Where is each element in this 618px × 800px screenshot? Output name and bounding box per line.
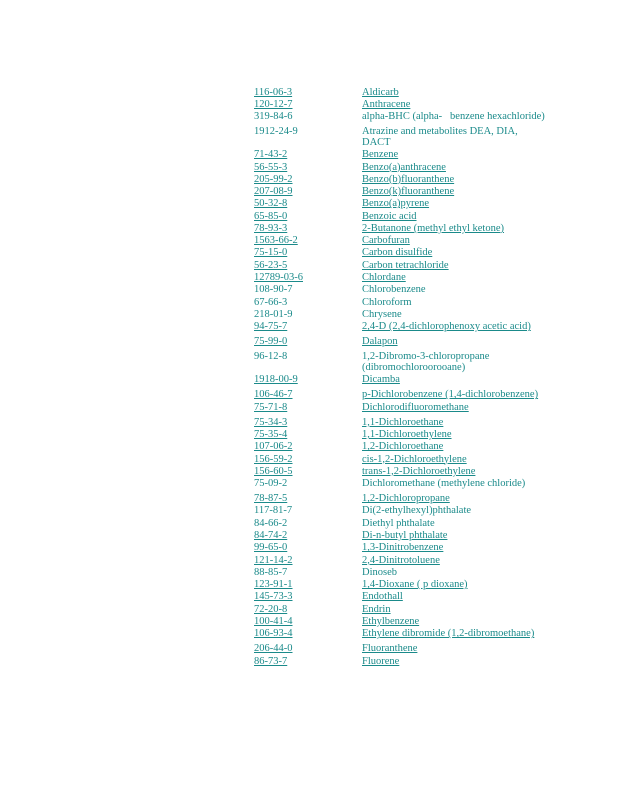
cas-number-cell <box>254 556 362 567</box>
cas-number-cell <box>254 273 362 284</box>
chemical-row <box>254 198 574 210</box>
cas-number: 96-12-8 <box>254 351 288 363</box>
cas-number-cell <box>254 352 362 363</box>
chemical-name: Diethyl phthalate <box>362 517 435 529</box>
chemical-row <box>254 333 574 348</box>
chemical-name-cell <box>362 322 548 333</box>
chemical-row <box>254 386 574 401</box>
cas-number-cell <box>254 248 362 259</box>
chemical-name-cell <box>362 337 548 348</box>
chemical-name-link[interactable]: 2-Butanone (methyl ethyl ketone) <box>362 222 505 234</box>
chemical-name-cell <box>362 248 548 259</box>
chemical-name-cell <box>362 224 548 235</box>
chemical-name-link[interactable]: 1,2-Dichloroethane <box>362 441 444 453</box>
chemical-name-cell <box>362 390 548 401</box>
cas-number-cell <box>254 390 362 401</box>
chemical-name-cell <box>362 519 548 530</box>
cas-number: 75-09-2 <box>254 478 288 490</box>
chemical-row <box>254 348 574 374</box>
chemical-name-cell <box>362 100 548 111</box>
cas-number-link[interactable]: 121-14-2 <box>254 554 293 566</box>
cas-number-cell <box>254 212 362 223</box>
cas-number-link[interactable]: 107-06-2 <box>254 441 293 453</box>
cas-number-link[interactable]: 50-32-8 <box>254 198 288 210</box>
chemical-row <box>254 185 574 197</box>
chemical-name-cell <box>362 112 548 123</box>
chemical-name-link[interactable]: p-Dichlorobenzene (1,4-dichlorobenzene) <box>362 389 539 401</box>
chemical-name-cell <box>362 352 548 373</box>
cas-number-cell <box>254 657 362 668</box>
chemical-row <box>254 517 574 529</box>
chemical-row <box>254 210 574 222</box>
cas-number-cell <box>254 430 362 441</box>
cas-number-cell <box>254 403 362 414</box>
cas-number-cell <box>254 337 362 348</box>
chemical-row <box>254 465 574 477</box>
chemical-name-cell <box>362 629 548 640</box>
chemical-row <box>254 566 574 578</box>
chemical-name-link[interactable]: 1,2-Dichloropropane <box>362 493 450 505</box>
chemical-row <box>254 149 574 161</box>
chemical-row <box>254 477 574 489</box>
chemical-row <box>254 235 574 247</box>
cas-number-link[interactable]: 145-73-3 <box>254 591 293 603</box>
chemical-name-link[interactable]: Carbon tetrachloride <box>362 259 449 271</box>
chemical-row <box>254 453 574 465</box>
cas-number-link[interactable]: 75-15-0 <box>254 247 288 259</box>
chemical-name-link[interactable]: Carbofuran <box>362 235 410 247</box>
chemical-row <box>254 374 574 386</box>
chemical-name-cell <box>362 479 548 490</box>
chemical-name: Chlorobenzene <box>362 284 426 296</box>
chemical-name-link[interactable]: Chlordane <box>362 272 406 284</box>
cas-number-cell <box>254 605 362 616</box>
cas-number-link[interactable]: 116-06-3 <box>254 86 293 98</box>
chemical-name-link[interactable]: Dalapon <box>362 336 398 348</box>
chemical-name-cell <box>362 494 548 505</box>
cas-number-link[interactable]: 156-59-2 <box>254 453 293 465</box>
chemical-name-cell <box>362 199 548 210</box>
chemical-row <box>254 554 574 566</box>
chemical-name-cell <box>362 467 548 478</box>
cas-number-cell <box>254 298 362 309</box>
chemical-name-cell <box>362 150 548 161</box>
chemical-name: Chrysene <box>362 308 402 320</box>
cas-number: 88-85-7 <box>254 566 288 578</box>
cas-number-cell <box>254 442 362 453</box>
chemical-row <box>254 490 574 505</box>
cas-number-cell <box>254 261 362 272</box>
chemical-name-link[interactable]: Anthracene <box>362 98 411 110</box>
chemical-name-link[interactable]: Dicamba <box>362 374 400 386</box>
chemical-name-cell <box>362 375 548 386</box>
cas-number-cell <box>254 592 362 603</box>
chemical-list <box>254 86 574 667</box>
chemical-name-link[interactable]: Carbon disulfide <box>362 247 433 259</box>
chemical-row <box>254 284 574 296</box>
chemical-row <box>254 320 574 332</box>
cas-number-cell <box>254 175 362 186</box>
chemical-name-cell <box>362 442 548 453</box>
chemical-name-link[interactable]: 2,4-Dinitrotoluene <box>362 554 440 566</box>
chemical-row <box>254 591 574 603</box>
cas-number-cell <box>254 644 362 655</box>
cas-number: 1912-24-9 <box>254 126 298 138</box>
cas-number-cell <box>254 506 362 517</box>
cas-number-cell <box>254 88 362 99</box>
chemical-row <box>254 111 574 123</box>
cas-number-link[interactable]: 206-44-0 <box>254 643 293 655</box>
cas-number-cell <box>254 418 362 429</box>
cas-number-link[interactable]: 56-23-5 <box>254 259 288 271</box>
cas-number-cell <box>254 580 362 591</box>
chemical-row <box>254 222 574 234</box>
cas-number-link[interactable]: 71-43-2 <box>254 149 288 161</box>
chemical-name-cell <box>362 163 548 174</box>
cas-number-link[interactable]: 120-12-7 <box>254 98 293 110</box>
chemical-name-link[interactable]: Di-n-butyl phthalate <box>362 530 448 542</box>
chemical-name-cell <box>362 403 548 414</box>
chemical-row <box>254 413 574 428</box>
cas-number-link[interactable]: 106-46-7 <box>254 389 293 401</box>
chemical-name-cell <box>362 506 548 517</box>
cas-number: 218-01-9 <box>254 308 293 320</box>
chemical-row <box>254 441 574 453</box>
chemical-name-link[interactable]: 1,3-Dinitrobenzene <box>362 542 444 554</box>
chemical-name-link[interactable]: 1,4-Dioxane ( p dioxane) <box>362 579 468 591</box>
cas-number: 319-84-6 <box>254 111 293 123</box>
chemical-row <box>254 247 574 259</box>
cas-number-cell <box>254 199 362 210</box>
chemical-name-link[interactable]: Aldicarb <box>362 86 399 98</box>
cas-number-link[interactable]: 65-85-0 <box>254 210 288 222</box>
cas-number: 108-90-7 <box>254 284 293 296</box>
cas-number-link[interactable]: 86-73-7 <box>254 655 288 667</box>
cas-number: 84-66-2 <box>254 517 288 529</box>
chemical-row <box>254 271 574 283</box>
cas-number-link[interactable]: 106-93-4 <box>254 628 293 640</box>
cas-number-cell <box>254 163 362 174</box>
chemical-name-cell <box>362 617 548 628</box>
cas-number-link[interactable]: 78-87-5 <box>254 493 288 505</box>
chemical-name: Atrazine and metabolites DEA, DIA, DACT <box>362 126 521 148</box>
cas-number-cell <box>254 629 362 640</box>
chemical-name: Chloroform <box>362 296 412 308</box>
cas-number-cell <box>254 187 362 198</box>
cas-number-cell <box>254 285 362 296</box>
chemical-name: Dichloromethane (methylene chloride) <box>362 478 526 490</box>
cas-number-link[interactable]: 123-91-1 <box>254 579 293 591</box>
cas-number-link[interactable]: 84-74-2 <box>254 530 288 542</box>
chemical-name-cell <box>362 187 548 198</box>
cas-number-cell <box>254 467 362 478</box>
chemical-name-link[interactable]: Benzo(k)fluoranthene <box>362 186 455 198</box>
chemical-name-cell <box>362 455 548 466</box>
cas-number-cell <box>254 543 362 554</box>
chemical-row <box>254 401 574 413</box>
chemical-name-cell <box>362 273 548 284</box>
chemical-name-cell <box>362 298 548 309</box>
cas-number-link[interactable]: 75-71-8 <box>254 401 288 413</box>
cas-number-link[interactable]: 94-75-7 <box>254 321 288 333</box>
chemical-name-cell <box>362 580 548 591</box>
cas-number-cell <box>254 310 362 321</box>
chemical-row <box>254 98 574 110</box>
cas-number-cell <box>254 322 362 333</box>
chemical-name-link[interactable]: Fluoranthene <box>362 643 418 655</box>
chemical-name-cell <box>362 568 548 579</box>
chemical-row <box>254 655 574 667</box>
cas-number-cell <box>254 150 362 161</box>
chemical-row <box>254 123 574 149</box>
chemical-row <box>254 603 574 615</box>
chemical-name-cell <box>362 212 548 223</box>
chemical-name-cell <box>362 592 548 603</box>
chemical-row <box>254 615 574 627</box>
chemical-row <box>254 259 574 271</box>
chemical-row <box>254 529 574 541</box>
chemical-name: Dinoseb <box>362 566 397 578</box>
cas-number-cell <box>254 375 362 386</box>
cas-number-cell <box>254 531 362 542</box>
cas-number-cell <box>254 568 362 579</box>
cas-number-cell <box>254 479 362 490</box>
chemical-name-link[interactable]: Ethylene dibromide (1,2-dibromoethane) <box>362 628 535 640</box>
chemical-row <box>254 86 574 98</box>
chemical-name-link[interactable]: 1,1-Dichloroethylene <box>362 428 452 440</box>
chemical-name-link[interactable]: Ethylbenzene <box>362 616 420 627</box>
chemical-name-cell <box>362 644 548 655</box>
cas-number-cell <box>254 100 362 111</box>
cas-number-link[interactable]: 78-93-3 <box>254 222 288 234</box>
cas-number-cell <box>254 236 362 247</box>
chemical-name-link[interactable]: 2,4-D (2,4-dichlorophenoxy acetic acid) <box>362 321 531 333</box>
chemical-name: alpha-BHC (alpha- benzene hexachloride) <box>362 111 545 123</box>
chemical-row <box>254 578 574 590</box>
chemical-name-cell <box>362 236 548 247</box>
chemical-name-link[interactable]: Fluorene <box>362 655 400 667</box>
chemical-name-cell <box>362 175 548 186</box>
cas-number-link[interactable]: 72-20-8 <box>254 603 288 615</box>
cas-number-cell <box>254 112 362 123</box>
chemical-name: 1,2-Dibromo-3-chloropropane (dibromochloroorooane) <box>362 351 493 373</box>
cas-number: 67-66-3 <box>254 296 288 308</box>
cas-number-cell <box>254 455 362 466</box>
chemical-name-cell <box>362 556 548 567</box>
chemical-row <box>254 173 574 185</box>
chemical-name-cell <box>362 657 548 668</box>
chemical-row <box>254 640 574 655</box>
chemical-row <box>254 308 574 320</box>
chemical-row <box>254 428 574 440</box>
chemical-name-cell <box>362 543 548 554</box>
chemical-name-cell <box>362 310 548 321</box>
chemical-name-link[interactable]: Benzo(a)pyrene <box>362 198 430 210</box>
chemical-row <box>254 505 574 517</box>
chemical-name: Di(2-ethylhexyl)phthalate <box>362 505 472 517</box>
chemical-name-cell <box>362 127 548 148</box>
chemical-row <box>254 161 574 173</box>
cas-number-link[interactable]: 207-08-9 <box>254 186 293 198</box>
cas-number: 117-81-7 <box>254 505 293 517</box>
cas-number-link[interactable]: 156-60-5 <box>254 465 293 477</box>
chemical-row <box>254 628 574 640</box>
cas-number-link[interactable]: 56-55-3 <box>254 161 288 173</box>
cas-number-cell <box>254 224 362 235</box>
cas-number-link[interactable]: 75-35-4 <box>254 428 288 440</box>
chemical-name-link[interactable]: trans-1,2-Dichloroethylene <box>362 465 476 477</box>
chemical-name-link[interactable]: Benzoic acid <box>362 210 417 222</box>
chemical-name-link[interactable]: Dichlorodifluoromethane <box>362 401 469 413</box>
chemical-name-cell <box>362 88 548 99</box>
chemical-row <box>254 542 574 554</box>
chemical-name-link[interactable]: 1,1-Dichloroethane <box>362 416 444 428</box>
chemical-name-cell <box>362 261 548 272</box>
chemical-name-cell <box>362 418 548 429</box>
chemical-name-link[interactable]: Endothall <box>362 591 403 603</box>
cas-number-link[interactable]: 1918-00-9 <box>254 374 298 386</box>
chemical-name-link[interactable]: cis-1,2-Dichloroethylene <box>362 453 467 465</box>
chemical-name-cell <box>362 605 548 616</box>
chemical-name-link[interactable]: Benzo(b)fluoranthene <box>362 173 455 185</box>
cas-number-cell <box>254 127 362 138</box>
cas-number-cell <box>254 494 362 505</box>
cas-number-link[interactable]: 100-41-4 <box>254 616 293 627</box>
cas-number-link[interactable]: 75-34-3 <box>254 416 288 428</box>
chemical-name-cell <box>362 430 548 441</box>
cas-number-link[interactable]: 205-99-2 <box>254 173 293 185</box>
chemical-name-cell <box>362 531 548 542</box>
cas-number-link[interactable]: 12789-03-6 <box>254 272 303 284</box>
cas-number-cell <box>254 617 362 628</box>
chemical-name-link[interactable]: Endrin <box>362 603 391 615</box>
chemical-name-link[interactable]: Benzene <box>362 149 399 161</box>
cas-number-cell <box>254 519 362 530</box>
chemical-name-cell <box>362 285 548 296</box>
chemical-row <box>254 296 574 308</box>
cas-number-link[interactable]: 75-99-0 <box>254 336 288 348</box>
cas-number-link[interactable]: 99-65-0 <box>254 542 288 554</box>
chemical-name-link[interactable]: Benzo(a)anthracene <box>362 161 446 173</box>
cas-number-link[interactable]: 1563-66-2 <box>254 235 298 247</box>
